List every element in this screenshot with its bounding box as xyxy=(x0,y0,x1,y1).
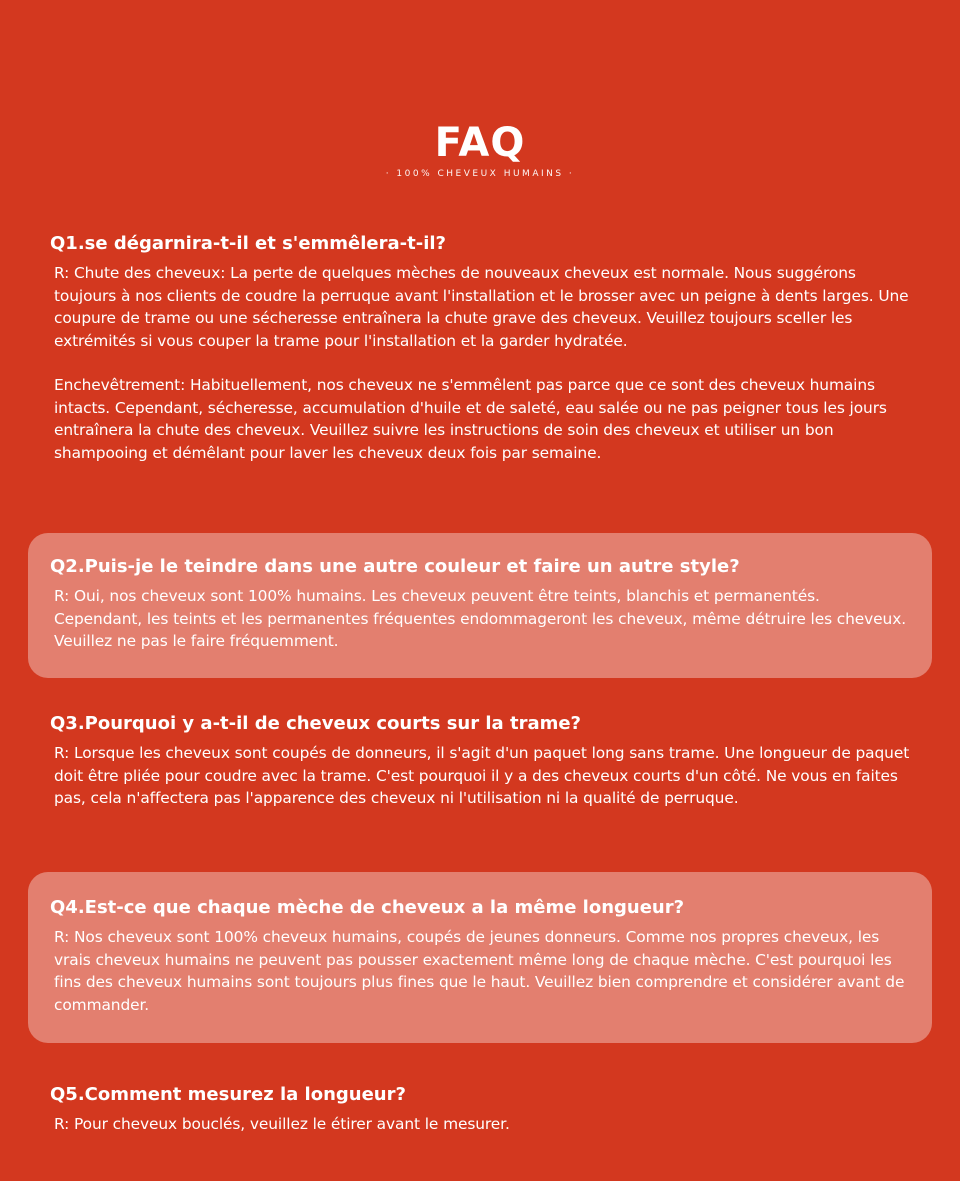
faq-answer: R: Chute des cheveux: La perte de quelques mèches de nouveaux cheveux est normale. Nous suggérons toujours à nos clients de coudre la perruque avant l'installation et le brosser avec un peigne à dents larges. Une coupure de trame ou une sécheresse entraînera la chute grave des cheveux. Veuillez toujours sceller les extrémités si vous couper la trame pour l'installation et la garder hydratée. xyxy=(54,264,909,350)
faq-question: Q5.Comment mesurez la longueur? xyxy=(50,1084,406,1105)
faq-answer: R: Pour cheveux bouclés, veuillez le étirer avant le mesurer. xyxy=(54,1115,510,1133)
faq-question: Q3.Pourquoi y a-t-il de cheveux courts sur la trame? xyxy=(50,713,581,734)
faq-item-1 xyxy=(28,232,932,464)
faq-question: Q4.Est-ce que chaque mèche de cheveux a la même longueur? xyxy=(50,897,685,918)
faq-answer: R: Nos cheveux sont 100% cheveux humains, coupés de jeunes donneurs. Comme nos propres cheveux, les vrais cheveux humains ne peuvent pas pousser exactement même long de chaque mèche. C'est pourquoi les fins des cheveux humains sont toujours plus fines que le haut. Veuillez bien comprendre et considérer avant de commander. xyxy=(54,928,905,1014)
faq-answer: Enchevêtrement: Habituellement, nos cheveux ne s'emmêlent pas parce que ce sont des cheveux humains intacts. Cependant, sécheresse, accumulation d'huile et de saleté, eau salée ou ne pas peigner tous les jours entraînera la chute des cheveux. Veuillez suivre les instructions de soin des cheveux et utiliser un bon shampooing et démêlant pour laver les cheveux deux fois par semaine. xyxy=(54,376,887,462)
faq-answer: R: Oui, nos cheveux sont 100% humains. Les cheveux peuvent être teints, blanchis et permanentés. Cependant, les teints et les permanentes fréquentes endommageront les cheveux, même détruire les cheveux. Veuillez ne pas le faire fréquemment. xyxy=(54,587,906,650)
page-subtitle: · 100% CHEVEUX HUMAINS · xyxy=(385,169,575,179)
faq-item-5 xyxy=(28,1083,932,1136)
page-title: FAQ xyxy=(434,120,526,166)
faq-item-2 xyxy=(28,533,932,678)
faq-question: Q1.se dégarnira-t-il et s'emmêlera-t-il? xyxy=(50,233,446,254)
faq-item-3 xyxy=(28,712,932,810)
faq-question: Q2.Puis-je le teindre dans une autre couleur et faire un autre style? xyxy=(50,556,740,577)
faq-item-4 xyxy=(28,872,932,1043)
faq-answer: R: Lorsque les cheveux sont coupés de donneurs, il s'agit d'un paquet long sans trame. Une longueur de paquet doit être pliée pour coudre avec la trame. C'est pourquoi il y a des cheveux courts d'un côté. Ne vous en faites pas, cela n'affectera pas l'apparence des cheveux ni l'utilisation ni la qualité de perruque. xyxy=(54,744,910,807)
faq-header xyxy=(0,118,960,180)
